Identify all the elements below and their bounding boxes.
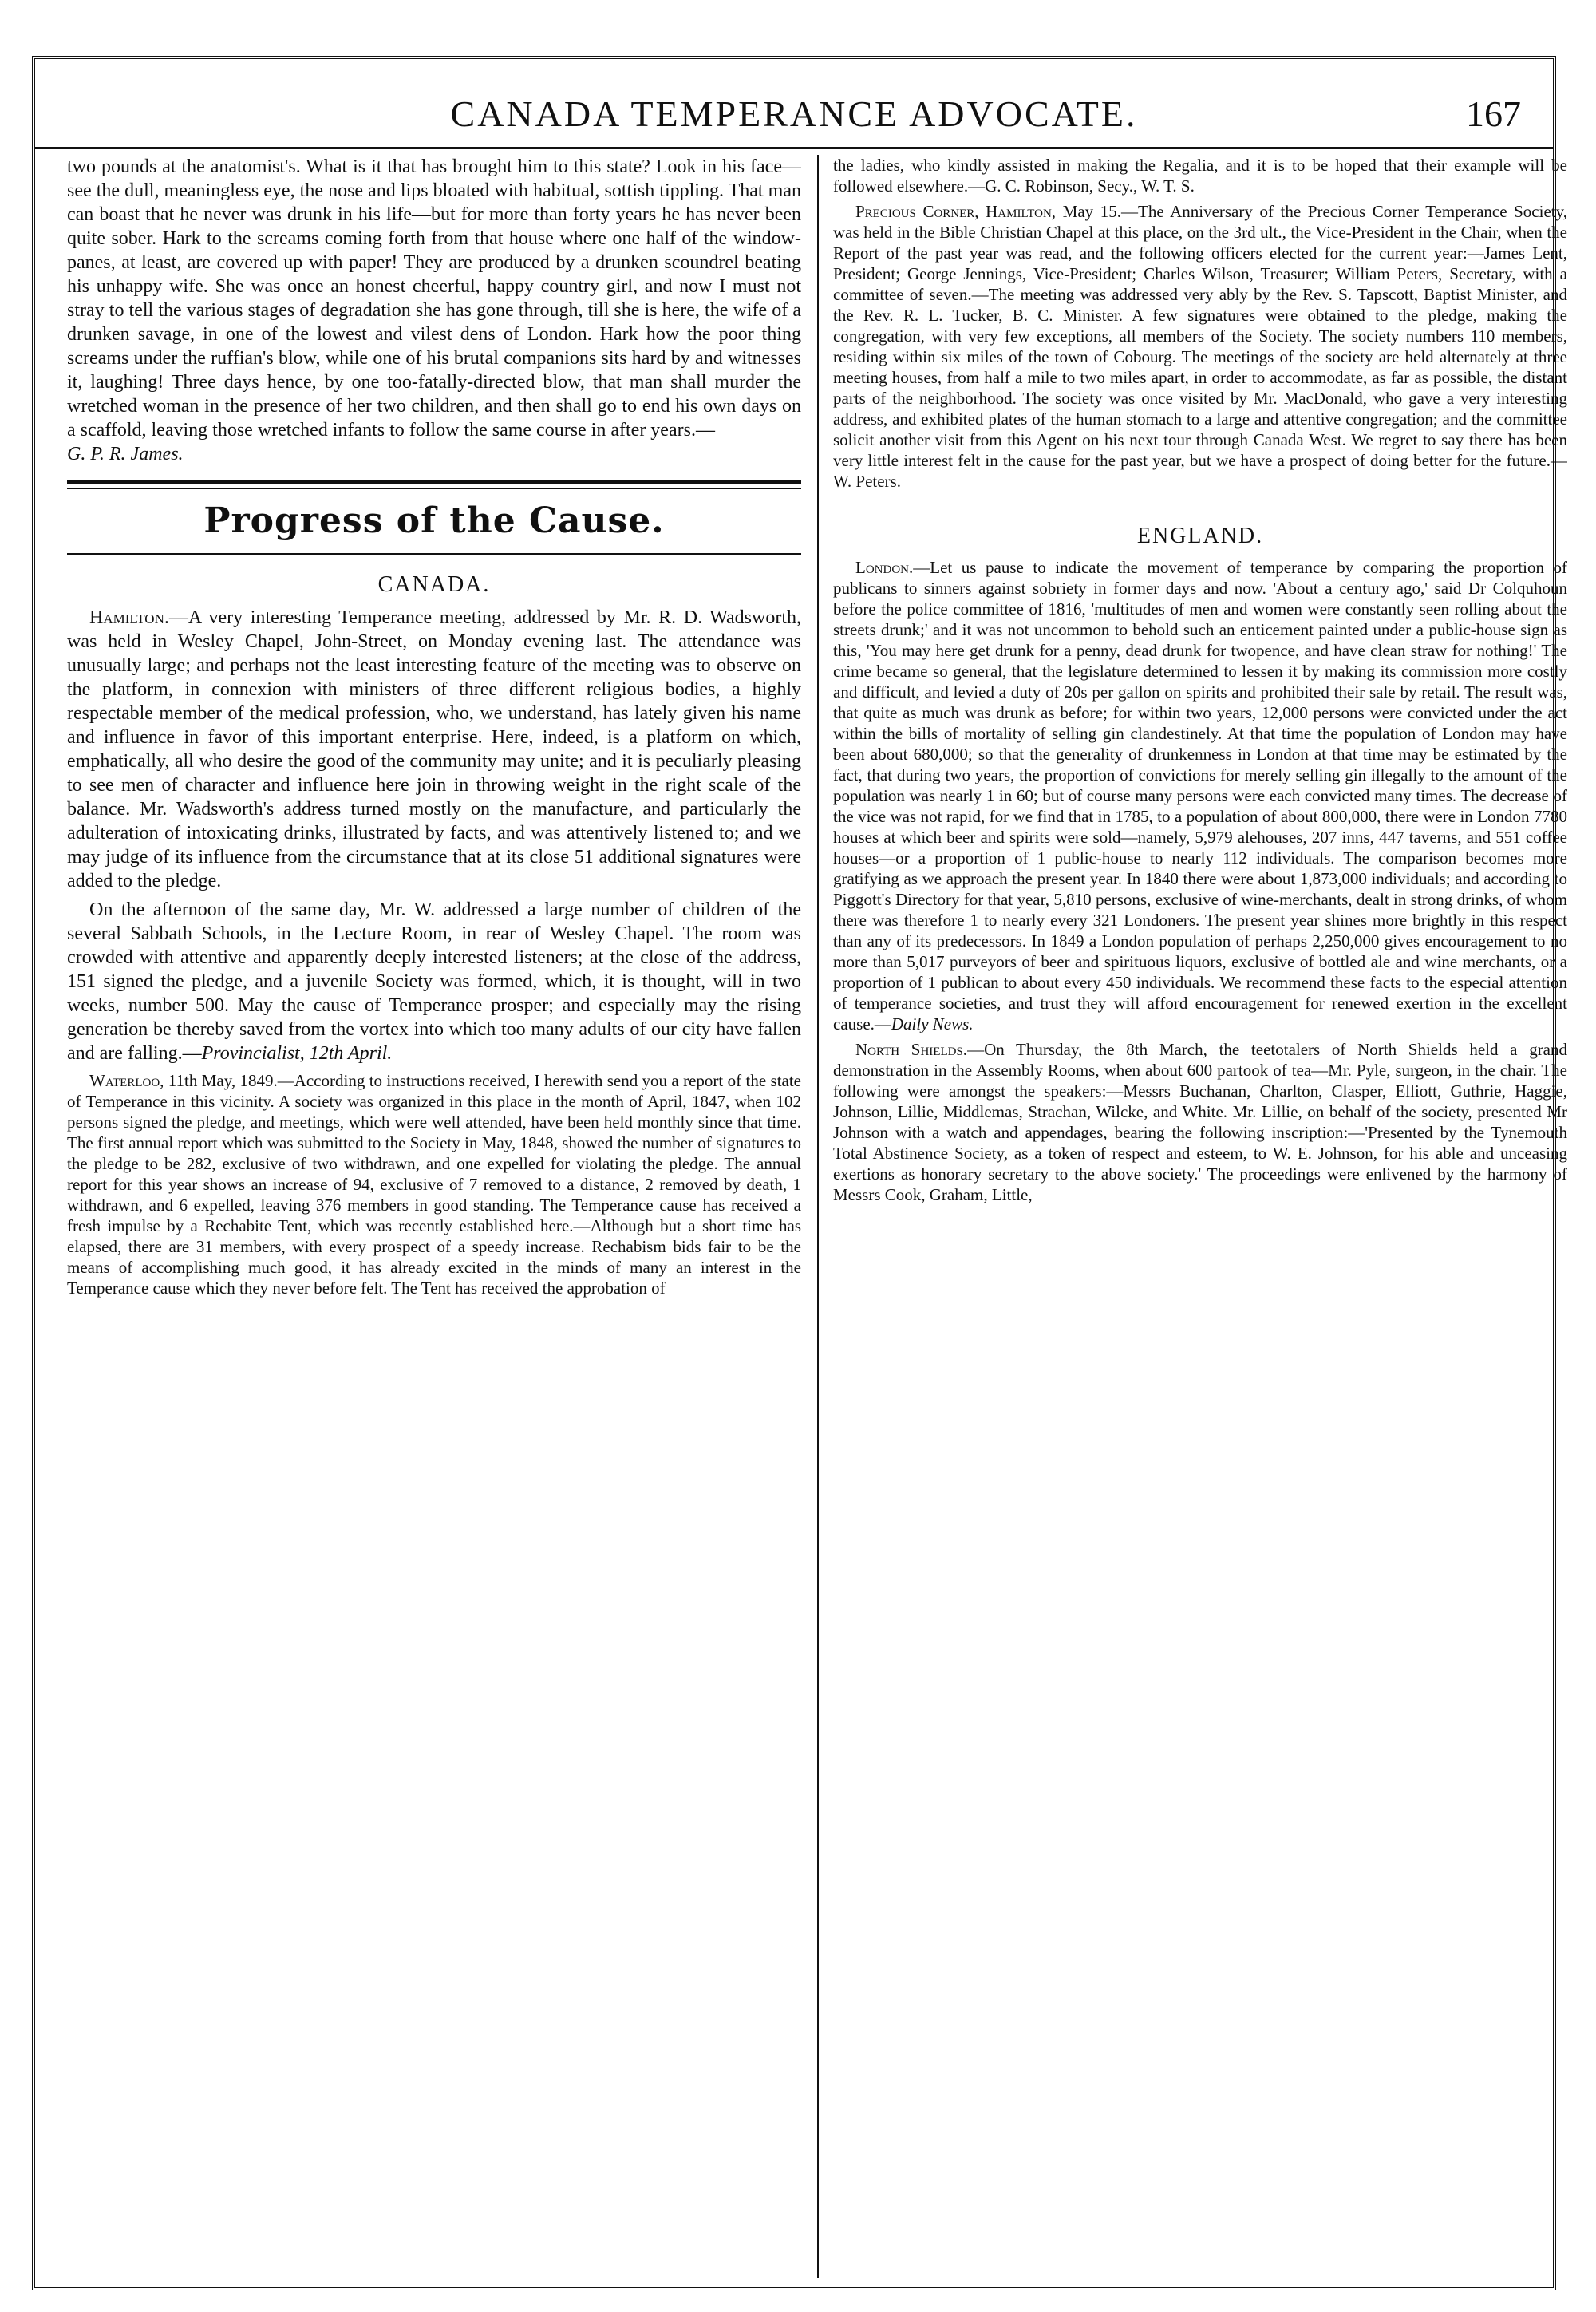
article-paragraph: Waterloo, 11th May, 1849.—According to instructions received, I herewith send you a report of the state of Temperance in this vicinity. A society was organized in this place in the month of April, 1847, when 102 persons signed the pledge, and meetings, which were well attended, have been held monthly since that time. The first annual report which was submitted to the Society in May, 1848, showed the number of signatures to the pledge to be 282, exclusive of two withdrawn, and one expelled for violating the pledge. The annual report for this year shows an increase of 94, exclusive of 7 removed to a distance, 2 removed by death, 1 withdrawn, and 6 expelled, leaving 376 members in good standing. The Temperance cause has received a fresh impulse by a Rechabite Tent, which was recently established here.—Although but a short time has elapsed, there are 31 members, with every prospect of a speedy increase. Rechabism bids fair to be the means of accomplishing much good, it has already excited in the minds of many an interest in the Temperance cause which they never before felt. The Tent has received the approbation of xyxy=(67,1071,801,1298)
article-paragraph: Hamilton.—A very interesting Temperance meeting, addressed by Mr. R. D. Wadsworth, was held in Wesley Chapel, John-Street, on Monday evening last. The attendance was unusually large; and perhaps not the least interesting feature of the meeting was to observe on the platform, in connexion with ministers of three different religious bodies, a highly respectable member of the medical profession, who, we understand, has lately given his name and influence in favor of this important enterprise. Here, indeed, is a platform on which, emphatically, all who desire the good of the community may unite; and it is peculiarly pleasing to see men of character and influence here join in throwing weight in the right scale of the balance. Mr. Wadsworth's address turned mostly on the manufacture, and particularly the adulteration of intoxicating drinks, illustrated by facts, and was attentively listened to; and we may judge of its influence from the circumstance that at its close 51 additional signatures were added to the pledge. xyxy=(67,607,801,891)
page-number: 167 xyxy=(1466,93,1521,134)
publication-title: CANADA TEMPERANCE ADVOCATE. xyxy=(450,93,1138,134)
article-paragraph: Precious Corner, Hamilton, May 15.—The Anniversary of the Precious Corner Temperance Society, was held in the Bible Christian Chapel at this place, on the 3rd ult., the Vice-President in the Chair, when the Report of the past year was read, and the following officers elected for the current year:—James Lent, President; George Jennings, Vice-President; Charles Wilson, Treasurer; William Peters, Secretary, with a committee of seven.—The meeting was addressed very ably by the Rev. S. Tapscott, Baptist Minister, and the Rev. R. L. Tucker, B. C. Minister. A few signatures were obtained to the pledge, making the congregation, with very few exceptions, all members of the Society. The society numbers 110 members, residing within six miles of the town of Cobourg. The meetings of the society are held alternately at three meeting houses, from half a mile to two miles apart, in order to accommodate, as far as possible, the distant parts of the neighborhood. The society was once visited by Mr. MacDonald, who gave a very interesting address, and exhibited plates of the human stomach to a large and attentive congregation; and the committee solicit another visit from this Agent on his next tour through Canada West. We regret to say there has been very little interest felt in the cause for the past year, but we have a prospect of doing better for the future.—W. Peters. xyxy=(833,202,1567,491)
article-paragraph: London.—Let us pause to indicate the movement of temperance by comparing the proportion of publicans to sinners against sobriety in former days and now. 'About a century ago,' said Dr Colquhoun before the police committee of 1816, 'multitudes of men and women were constantly seen rolling about the streets drunk;' and it was not uncommon to behold such an enticement painted under a public-house sign as this, 'You may here get drunk for a penny, dead drunk for twopence, and have clean straw for nothing!' The crime became so general, that the legislature determined to lessen it by making its commission more costly and difficult, and levied a duty of 20s per gallon on spirits and prohibited their sale by retail. The result was, that quite as much was drunk as before; for within two years, 12,000 persons were convicted under the act within the bills of mortality of selling gin clandestinely. At that time the population of London may have been about 680,000; so that the generality of drunkenness in London at that time may be estimated by the fact, that during two years, the proportion of convictions for merely selling gin illegally to the amount of the population was nearly 1 in 60; but of course many persons were each convicted many times. The decrease of the vice was not rapid, for we find that in 1785, to a population of about 800,000, there were in London 7780 houses at which beer and spirits were sold—namely, 5,979 alehouses, 207 inns, 447 taverns, and 551 coffee houses—or a proportion of 1 public-house to nearly 112 individuals. The comparison becomes more gratifying as we approach the present year. In 1840 there were about 1,873,000 individuals; and according to Piggott's Directory for that year, 5,810 persons, exclusive of wine-merchants, dealt in strong drinks, of whom there was therefore 1 to nearly every 321 Londoners. The present year shines more brightly in this respect than any of its predecessors. In 1849 a London population of perhaps 2,250,000 gives encouragement to no more than 5,017 purveyors of beer and spirituous liquors, exclusive of bottled ale and wine merchants, or a proportion of 1 publican to about every 450 individuals. We recommend these facts to the especial attention of temperance societies, and trust they will afford encouragement for renewed exertion in the excellent cause.—Daily News. xyxy=(833,558,1567,1033)
section-rule xyxy=(67,480,801,484)
region-heading-england: ENGLAND. xyxy=(1136,524,1264,548)
article-paragraph: North Shields.—On Thursday, the 8th March, the teetotalers of North Shields held a grand demonstration in the Assembly Rooms, when about 600 partook of tea—Mr. Pyle, surgeon, in the chair. The following were amongst the speakers:—Messrs Buchanan, Charlton, Clasper, Elliott, Guthrie, Haggie, Johnson, Lillie, Middlemas, Strachan, Wilcke, and White. Mr. Lillie, on behalf of the society, presented Mr Johnson with a watch and appendages, bearing the following inscription:—'Presented by the Tynemouth Total Abstinence Society, as a token of respect and esteem, to W. E. Johnson, for his able and unceasing exertions as honorary secretary to the above society.' The proceedings were enlivened by the harmony of Messrs Cook, Graham, Little, xyxy=(833,1040,1567,1204)
article-source: Provincialist, 12th April. xyxy=(201,1043,393,1064)
newspaper-page xyxy=(32,56,1567,2290)
right-column xyxy=(833,155,1567,2278)
masthead xyxy=(35,59,1553,149)
section-title: Progress of the Cause. xyxy=(203,500,665,541)
place-lead: Waterloo, xyxy=(89,1071,164,1090)
place-lead: London. xyxy=(855,558,914,577)
region-heading-canada: CANADA. xyxy=(377,572,491,597)
left-column xyxy=(67,155,801,2278)
section-rule-thin xyxy=(67,488,801,489)
article-paragraph: On the afternoon of the same day, Mr. W. addressed a large number of children of the several Sabbath Schools, in the Lecture Room, in rear of Wesley Chapel. The room was crowded with attentive and apparently deeply interested listeners; at the close of the address, 151 signed the pledge, and a juvenile Society was formed, which, it is thought, will in two weeks, number 500. May the cause of Temperance prosper; and especially may the rising generation be thereby saved from the vortex into which too many adults of our city have fallen and are falling.—Provincialist, 12th April. xyxy=(67,899,801,1064)
place-lead: North Shields. xyxy=(855,1040,968,1059)
article-paragraph: the ladies, who kindly assisted in making the Regalia, and it is to be hoped that their example will be followed elsewhere.—G. C. Robinson, Secy., W. T. S. xyxy=(833,156,1567,196)
place-lead: Hamilton. xyxy=(89,607,169,628)
article-source: Daily News. xyxy=(891,1014,974,1033)
article-paragraph: two pounds at the anatomist's. What is it that has brought him to this state? Look in his face—see the dull, meaningless eye, the nose and lips bloated with habitual, sottish tippling. That man can boast that he never was drunk in his life—but for more than forty years he has never been quite sober. Hark to the screams coming forth from that house where one half of the window-panes, at least, are covered up with paper! They are produced by a drunken scoundrel beating his unhappy wife. She was once an honest cheerful, happy country girl, and now I must not stray to tell the various stages of degradation she has gone through, till she is here, the wife of a drunken savage, in one of the lowest and vilest dens of London. Hark how the poor thing screams under the ruffian's blow, while one of his brutal companions sits hard by and witnesses it, laughing! Three days hence, by one too-fatally-directed blow, that man shall murder the wretched woman in the presence of her two children, and then shall go to end his own days on a scaffold, leaving those wretched infants to follow the same course in after years.— G. P. R. James. xyxy=(67,156,801,464)
place-lead: Precious Corner, Hamilton, xyxy=(855,202,1057,221)
article-author: G. P. R. James. xyxy=(67,444,184,464)
column-divider xyxy=(817,155,819,2278)
section-rule-thin xyxy=(67,553,801,555)
